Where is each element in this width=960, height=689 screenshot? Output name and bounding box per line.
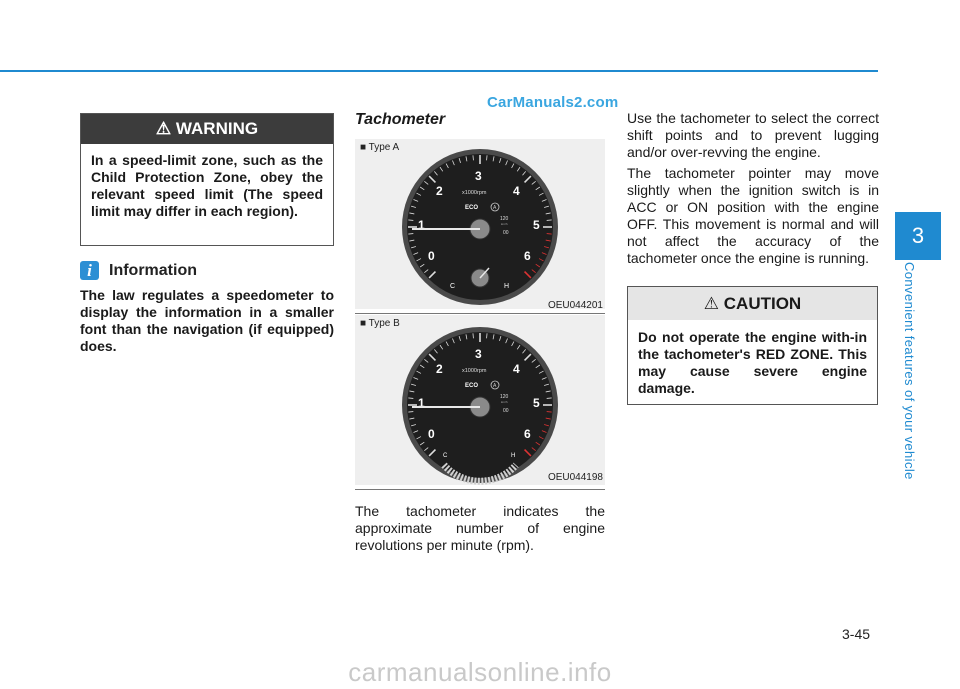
tachometer-description: The tachometer indicates the approximate number of engine revolutions per minute (rpm). xyxy=(355,503,605,553)
cold-label: C xyxy=(450,283,456,290)
warning-heading: WARNING xyxy=(175,119,259,138)
warning-body: In a speed-limit zone, such as the Child Protection Zone, obey the relevant speed limit (The speed limit may differ in each region). xyxy=(91,152,323,219)
watermark-top: CarManuals2.com xyxy=(487,94,619,111)
information-header xyxy=(80,261,197,280)
right-paragraph-1: Use the tachometer to select the correct shift points and to prevent lugging and/or over-revving the engine. xyxy=(627,110,879,160)
warning-header xyxy=(81,114,333,144)
cold-label: C xyxy=(443,453,448,459)
gauge-tick-label: 3 xyxy=(475,169,482,183)
figure-type-a xyxy=(355,139,605,309)
auto-hold-indicator: A xyxy=(493,205,497,211)
gauge-tick-label: 4 xyxy=(513,362,520,376)
eco-indicator: ECO xyxy=(465,383,479,389)
section-title: Tachometer xyxy=(355,111,446,128)
gauge-tick-label: 1 xyxy=(418,396,425,410)
caution-heading: CAUTION xyxy=(723,294,802,313)
figure-type-b xyxy=(355,315,605,485)
gauge-tick-label: 2 xyxy=(436,362,443,376)
figure-type-label: ■ Type B xyxy=(360,318,400,329)
chapter-title xyxy=(902,262,922,492)
chapter-number-tab: 3 xyxy=(895,212,941,260)
figure-type-label: ■ Type A xyxy=(360,142,400,153)
caution-box xyxy=(627,286,878,405)
speed-readout: 120 xyxy=(500,216,509,222)
hot-label: H xyxy=(511,453,516,459)
trip-readout: 00 xyxy=(503,230,509,236)
eco-indicator: ECO xyxy=(465,205,479,211)
gauge-tick-label: 3 xyxy=(475,347,482,361)
warning-box xyxy=(80,113,334,246)
gauge-tick-label: 2 xyxy=(436,184,443,198)
gauge-tick-label: 6 xyxy=(524,249,531,263)
figure-divider xyxy=(355,489,605,490)
caution-header xyxy=(628,287,877,320)
figure-divider xyxy=(355,313,605,314)
auto-hold-indicator: A xyxy=(493,383,497,389)
right-paragraph-2: The tachometer pointer may move slightly when the ignition switch is in ACC or ON position with the engine OFF. This movement is normal and will not affect the accuracy of the tachometer once the engine is running. xyxy=(627,165,879,266)
tachometer-gauge xyxy=(400,325,560,485)
gauge-tick-label: 6 xyxy=(524,427,531,441)
watermark-bottom: carmanualsonline.info xyxy=(348,657,612,687)
gauge-tick-label: 0 xyxy=(428,427,435,441)
figure-code: OEU044198 xyxy=(547,472,603,483)
hot-label: H xyxy=(504,283,510,290)
information-title: Information xyxy=(109,261,197,279)
page-number: 3-45 xyxy=(842,626,871,642)
info-icon: i xyxy=(80,261,99,280)
caution-triangle-icon: ⚠ xyxy=(703,294,720,313)
caution-body: Do not operate the engine with-in the tachometer's RED ZONE. This may cause severe engine damage. xyxy=(638,329,867,396)
tachometer-gauge xyxy=(400,147,560,307)
gauge-unit: x1000rpm xyxy=(462,190,487,196)
gauge-unit: x1000rpm xyxy=(462,368,487,374)
gauge-tick-label: 1 xyxy=(418,218,425,232)
trip-readout: 00 xyxy=(503,408,509,414)
speed-unit: km/h xyxy=(501,400,508,404)
information-body: The law regulates a speedometer to display the information in a smaller font than the navigation (if equipped) does. xyxy=(80,287,334,354)
chapter-title-text: Convenient features of your vehicle xyxy=(902,262,917,480)
speed-unit: km/h xyxy=(501,222,508,226)
header-rule xyxy=(0,70,878,72)
warning-triangle-icon: ⚠ xyxy=(155,119,172,138)
gauge-tick-label: 5 xyxy=(533,396,540,410)
figure-code: OEU044201 xyxy=(547,300,603,311)
speed-readout: 120 xyxy=(500,394,509,400)
gauge-tick-label: 0 xyxy=(428,249,435,263)
gauge-tick-label: 5 xyxy=(533,218,540,232)
gauge-tick-label: 4 xyxy=(513,184,520,198)
